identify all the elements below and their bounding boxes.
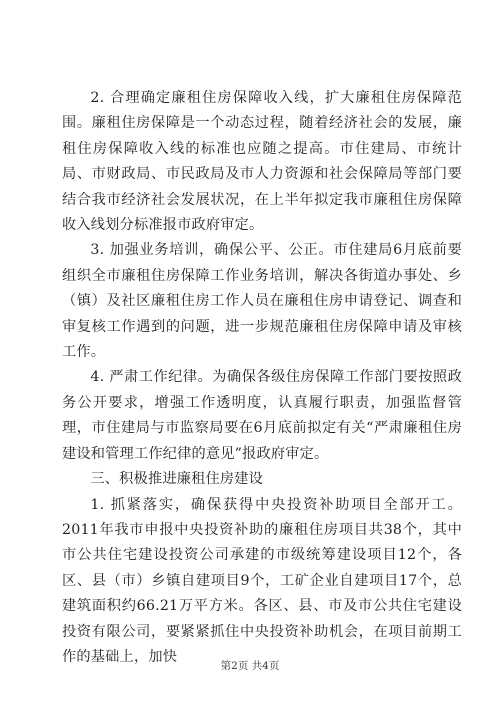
- para-discipline: 4. 严肃工作纪律。为确保各级住房保障工作部门要按照政务公开要求，增强工作透明度，认真履行职责，加强监督管理，市住建局与市监察局要在6月底前拟定有关“严肃廉租住房建设和管理工作纪律的意见”报政府审定。: [62, 369, 462, 462]
- para-training: 3. 加强业务培训，确保公平、公正。市住建局6月底前要组织全市廉租住房保障工作业务培训，解决各街道办事处、乡（镇）及社区廉租住房工作人员在廉租住房申请登记、调查和审复核工作遇到的问题，进一步规范廉租住房保障申请及审核工作。: [62, 242, 462, 361]
- para-income-line: 2. 合理确定廉租住房保障收入线，扩大廉租住房保障范围。廉租住房保障是一个动态过程，随着经济社会的发展，廉租住房保障收入线的标准也应随之提高。市住建局、市统计局、市财政局、市民政局及市人力资源和社会保障局等部门要结合我市经济社会发展状况，在上半年拟定我市廉租住房保障收入线划分标准报市政府审定。: [62, 90, 462, 234]
- page-footer: 第2页 共4页: [220, 660, 280, 672]
- para-project-implementation: 1. 抓紧落实，确保获得中央投资补助项目全部开工。2011年我市申报中央投资补助的廉租住房项目共38个，其中市公共住宅建设投资公司承建的市级统筹建设项目12个，各区、县（市）乡镇自建项目9个，工矿企业自建项目17个，总建筑面积约66.21万平方米。各区、县、市及市公共住宅建设投资有限公司，要紧紧抓住中央投资补助机会，在项目前期工作的基础上，加快: [62, 496, 462, 665]
- document-body: [62, 86, 462, 670]
- section-heading: 三、积极推进廉租住房建设: [90, 471, 264, 488]
